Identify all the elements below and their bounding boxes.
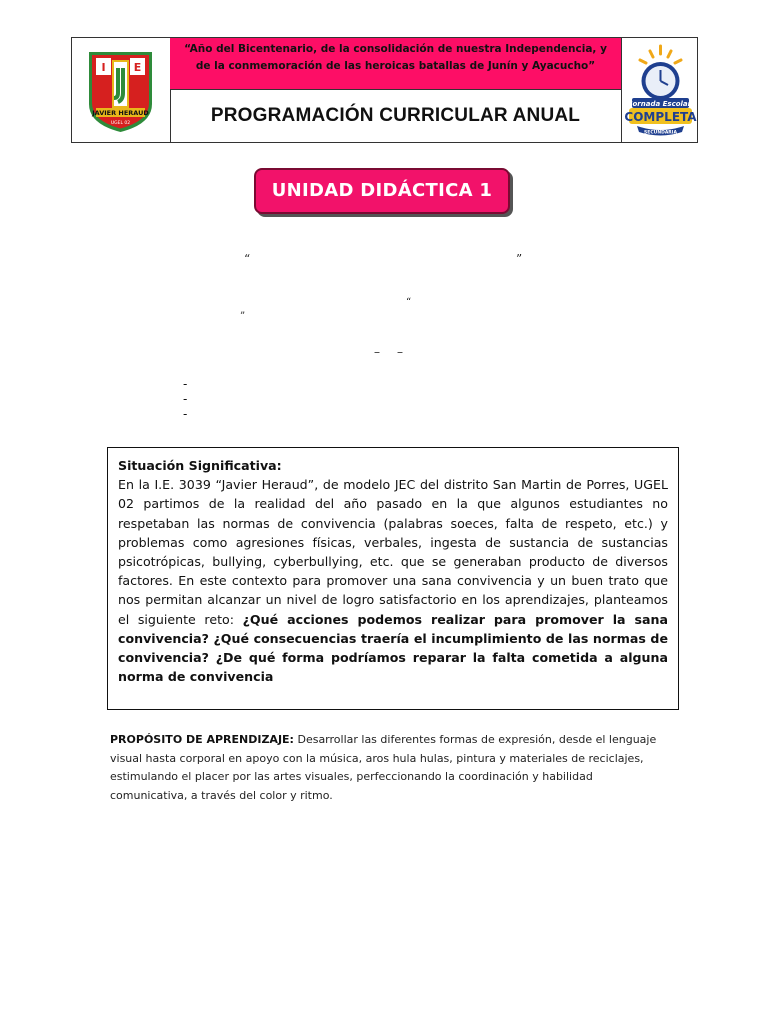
purpose-label: PROPÓSITO DE APRENDIZAJE: — [110, 733, 294, 746]
jec-line1: Jornada Escolar — [629, 100, 692, 108]
unit-title-box: UNIDAD DIDÁCTICA 1 — [254, 168, 510, 214]
jec-logo-cell — [621, 38, 699, 142]
purpose-text: Desarrollar las diferentes formas de expresión, desde el lenguaje visual hasta corporal en apoyo con la música, aros hula hulas, pintura y materiales de reciclajes, estimulando el placer por las artes visuales, perfeccionando la coordinación y habilidad comunicativa, a través del color y ritmo. — [110, 733, 657, 802]
document-header — [71, 37, 698, 143]
logo-ugel: UGEL 02 — [110, 121, 131, 126]
bullet-dash: - — [183, 377, 188, 391]
year-motto: “Año del Bicentenario, de la consolidación de nuestra Independencia, y de la conmemoración de las heroicas batallas de Junín y Ayacucho” — [170, 38, 621, 90]
open-quote-mark: “ — [406, 297, 412, 308]
situation-title: Situación Significativa: — [118, 458, 282, 473]
significant-situation-box — [107, 447, 679, 710]
program-title: PROGRAMACIÓN CURRICULAR ANUAL — [210, 105, 581, 126]
logo-letter-e: E — [133, 61, 142, 74]
situation-challenge: ¿Qué acciones podemos realizar para promover la sana convivencia? ¿Qué consecuencias traería el incumplimiento de las normas de convivencia? ¿De qué forma podríamos reparar la falta cometida a alguna norma de convivencia — [118, 611, 668, 685]
school-logo-cell — [72, 38, 171, 142]
dash-mark: – — [397, 345, 403, 359]
logo-school-name: JAVIER HERAUD — [92, 109, 149, 117]
situation-body: En la I.E. 3039 “Javier Heraud”, de modelo JEC del distrito San Martin de Porres, UGEL 02 partimos de la realidad del año pasado en la que algunos estudiantes no respetaban las normas de convivencia (palabras soeces, falta de respeto, etc.) y problemas como agresiones físicas, verbales, ingesta de sustancia de sustancias psicotrópicas, bullying, cyberbullying, etc. que se generaban producto de diversos factores. En este contexto para promover una sana convivencia y un buen trato que nos permitan alcanzar un nivel de logro satisfactorio en los aprendizajes, planteamos el siguiente reto: — [118, 477, 668, 627]
close-quote-mark: ” — [516, 252, 523, 266]
learning-purpose — [110, 731, 666, 805]
jec-logo — [622, 38, 699, 142]
jec-line3: SECUNDARIA — [644, 130, 677, 136]
open-quote-mark: “ — [244, 252, 251, 266]
logo-letter-i: I — [101, 61, 106, 74]
bullet-dash: - — [183, 407, 188, 421]
close-quote-mark: ” — [240, 311, 246, 322]
bullet-dash: - — [183, 392, 188, 406]
jec-line2: COMPLETA — [624, 110, 697, 124]
header-center — [170, 38, 621, 142]
dash-mark: – — [374, 345, 380, 359]
school-shield-logo — [72, 38, 170, 142]
